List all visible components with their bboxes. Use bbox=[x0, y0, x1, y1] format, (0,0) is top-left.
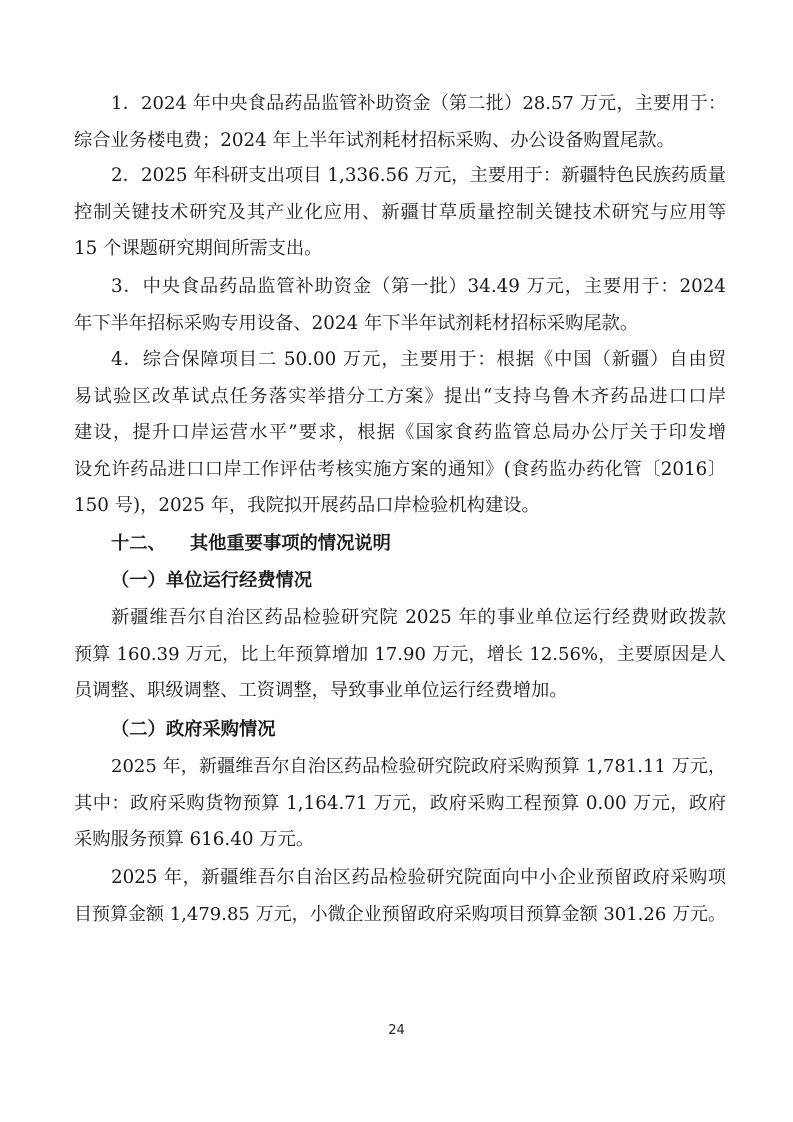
text-line: 年下半年招标采购专用设备、2024 年下半年试剂耗材招标采购尾款。 bbox=[74, 312, 639, 334]
text-line: 建设，提升口岸运营水平”要求，根据《国家食药监管总局办公厅关于印发增 bbox=[74, 422, 726, 443]
paragraph-operating-expenses bbox=[74, 600, 726, 710]
subsection-heading-1: （一）单位运行经费情况 bbox=[111, 570, 313, 591]
text-line: 控制关键技术研究及其产业化应用、新疆甘草质量控制关键技术研究与应用等 bbox=[74, 201, 726, 223]
page-number: 24 bbox=[388, 1023, 405, 1038]
text-line: 采购服务预算 616.40 万元。 bbox=[74, 829, 315, 850]
paragraph-sme-reserve bbox=[74, 860, 726, 933]
paragraph-item-4 bbox=[74, 342, 726, 525]
text-line: 4．综合保障项目二 50.00 万元，主要用于：根据《中国（新疆）自由贸 bbox=[111, 349, 726, 370]
paragraph-procurement bbox=[74, 749, 726, 859]
text-line: 2025 年，新疆维吾尔自治区药品检验研究院政府采购预算 1,781.11 万元， bbox=[111, 756, 726, 777]
section-number: 十二、 bbox=[111, 533, 166, 554]
section-title: 其他重要事项的情况说明 bbox=[189, 533, 391, 554]
text-line: 1．2024 年中央食品药品监管补助资金（第二批）28.57 万元，主要用于： bbox=[111, 93, 726, 114]
text-line: 新疆维吾尔自治区药品检验研究院 2025 年的事业单位运行经费财政拨款 bbox=[111, 607, 726, 628]
text-line: 其中：政府采购货物预算 1,164.71 万元，政府采购工程预算 0.00 万元，政府 bbox=[74, 792, 726, 814]
text-line: 设允许药品进口口岸工作评估考核实施方案的通知》(食药监办药化管〔2016〕 bbox=[74, 458, 726, 480]
paragraph-item-3 bbox=[74, 269, 726, 342]
text-line: 3．中央食品药品监管补助资金（第一批）34.49 万元，主要用于：2024 bbox=[111, 276, 726, 297]
text-line: 预算 160.39 万元，比上年预算增加 17.90 万元，增长 12.56%，主要原因是人 bbox=[74, 643, 726, 665]
paragraph-item-1 bbox=[74, 86, 726, 159]
subsection-heading-2: （二）政府采购情况 bbox=[111, 719, 276, 740]
text-line: 目预算金额 1,479.85 万元，小微企业预留政府采购项目预算金额 301.26 万元。 bbox=[74, 903, 727, 925]
text-line: 综合业务楼电费；2024 年上半年试剂耗材招标采购、办公设备购置尾款。 bbox=[74, 129, 675, 151]
text-line: 员调整、职级调整、工资调整，导致事业单位运行经费增加。 bbox=[74, 680, 568, 701]
text-line: 2．2025 年科研支出项目 1,336.56 万元，主要用于：新疆特色民族药质量 bbox=[111, 165, 726, 186]
paragraph-item-2 bbox=[74, 158, 726, 268]
text-line: 2025 年，新疆维吾尔自治区药品检验研究院面向中小企业预留政府采购项 bbox=[111, 867, 726, 888]
text-line: 易试验区改革试点任务落实举措分工方案》提出“支持乌鲁木齐药品进口口岸 bbox=[74, 385, 726, 407]
section-heading-12 bbox=[111, 526, 391, 563]
text-line: 15 个课题研究期间所需支出。 bbox=[74, 238, 323, 259]
text-line: 150 号)，2025 年，我院拟开展药品口岸检验机构建设。 bbox=[74, 495, 540, 516]
